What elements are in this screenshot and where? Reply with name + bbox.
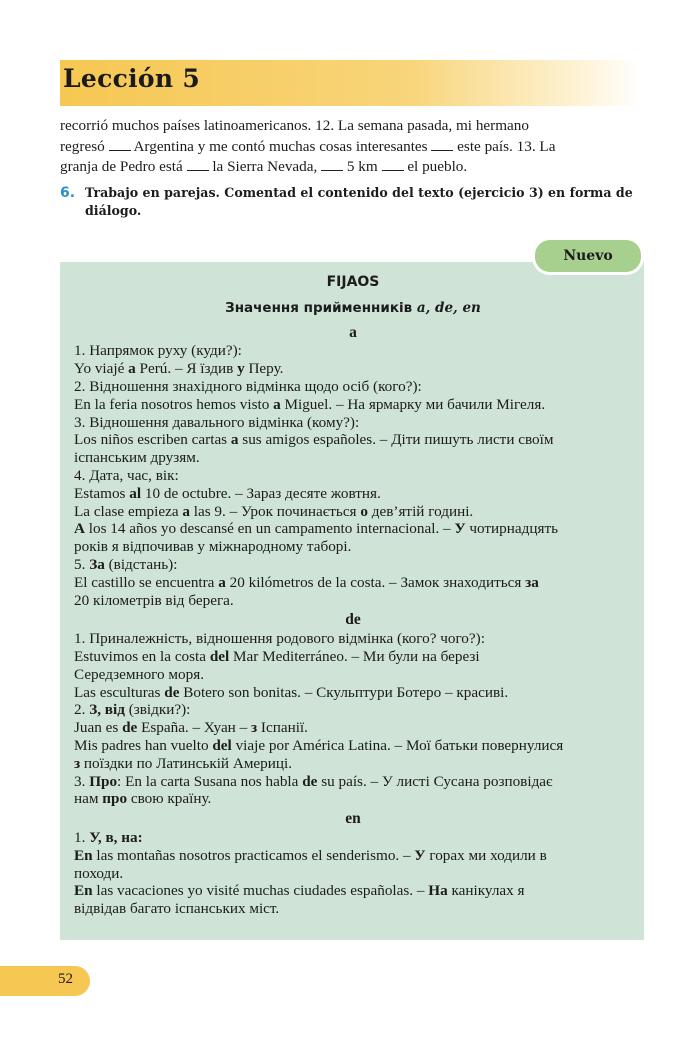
- example-line: Las esculturas de Botero son bonitas. – Скульптури Ботеро – красиві.: [74, 683, 509, 701]
- example-line: En las montañas nosotros practicamos el senderismo. – У горах ми ходили в: [74, 846, 547, 864]
- example-line: походи.: [74, 864, 124, 882]
- page-number: 52: [58, 971, 73, 987]
- rule-line: 3. Відношення давального відмінка (кому?):: [74, 413, 360, 431]
- rule-line: 1. Приналежність, відношення родового відмінка (кого? чого?):: [74, 630, 485, 648]
- example-line: El castillo se encuentra a 20 kilómetros de la costa. – Замок знаходиться за: [74, 573, 539, 591]
- grammar-box: [60, 262, 644, 940]
- example-line: 20 кілометрів від берега.: [74, 591, 234, 609]
- rule-line: 2. Відношення знахідного відмінка щодо осіб (кого?):: [74, 377, 422, 395]
- example-line: іспанським друзям.: [74, 449, 200, 467]
- rule-line: 2. З, від (звідки?):: [74, 701, 191, 719]
- blank-field: [431, 138, 453, 151]
- intro-line: regresó Argentina y me contó muchas cosas interesantes este país. 13. La: [60, 137, 556, 155]
- section-heading-a: a: [349, 323, 357, 341]
- exercise-instruction: Trabajo en parejas. Comentad el contenido del texto (ejercicio 3) en forma de diálogo.: [85, 185, 633, 218]
- intro-line: recorrió muchos países latinoamericanos. 12. La semana pasada, mi hermano: [60, 117, 529, 134]
- lesson-title: Lección 5: [63, 64, 201, 93]
- example-line: Los niños escriben cartas a sus amigos españoles. – Діти пишуть листи своїм: [74, 431, 554, 449]
- rule-line: 5. За (відстань):: [74, 555, 178, 573]
- exercise-continuation: [60, 116, 644, 178]
- box-title: FIJAOS: [326, 274, 380, 290]
- exercise-6: [60, 184, 644, 220]
- blank-field: [382, 158, 404, 171]
- rule-line: 1. У, в, на:: [74, 828, 143, 846]
- example-line: Yo viajé a Perú. – Я їздив у Перу.: [74, 360, 284, 378]
- example-line: років я відпочивав у міжнародному таборі.: [74, 538, 352, 556]
- section-heading-de: de: [345, 611, 361, 629]
- rule-line: 1. Напрямок руху (куди?):: [74, 342, 242, 360]
- example-line: з поїздки по Латинській Америці.: [74, 754, 293, 772]
- example-line: La clase empieza a las 9. – Урок починається о дев’ятій годині.: [74, 502, 474, 520]
- section-heading-en: en: [345, 810, 361, 828]
- box-subtitle: Значення прийменників a, de, en: [225, 299, 481, 316]
- exercise-number: 6.: [60, 185, 76, 201]
- blank-field: [187, 158, 209, 171]
- example-line: Estuvimos en la costa del Mar Mediterráneo. – Ми були на березі: [74, 647, 480, 665]
- example-line: нам про свою країну.: [74, 790, 212, 808]
- example-line: En las vacaciones yo visité muchas ciudades españolas. – На канікулах я: [74, 882, 525, 900]
- rule-line: 3. Про: En la carta Susana nos habla de su país. – У листі Сусана розповідає: [74, 772, 553, 790]
- nuevo-badge: Nuevo: [535, 240, 641, 272]
- grammar-box-content: [74, 272, 632, 918]
- blank-field: [109, 138, 131, 151]
- example-line: Середземного моря.: [74, 665, 204, 683]
- example-line: En la feria nosotros hemos visto a Miguel. – На ярмарку ми бачили Мігеля.: [74, 395, 546, 413]
- blank-field: [321, 158, 343, 171]
- example-line: Estamos al 10 de octubre. – Зараз десяте жовтня.: [74, 484, 381, 502]
- example-line: A los 14 años yo descansé en un campamento internacional. – У чотирнадцять: [74, 520, 559, 538]
- example-line: Juan es de España. – Хуан – з Іспанії.: [74, 719, 308, 737]
- intro-line: granja de Pedro está la Sierra Nevada, 5 km el pueblo.: [60, 158, 468, 175]
- rule-line: 4. Дата, час, вік:: [74, 466, 179, 484]
- page-number-tab: [0, 966, 90, 996]
- example-line: Mis padres han vuelto del viaje por América Latina. – Мої батьки повернулися: [74, 736, 564, 754]
- example-line: відвідав багато іспанських міст.: [74, 900, 280, 918]
